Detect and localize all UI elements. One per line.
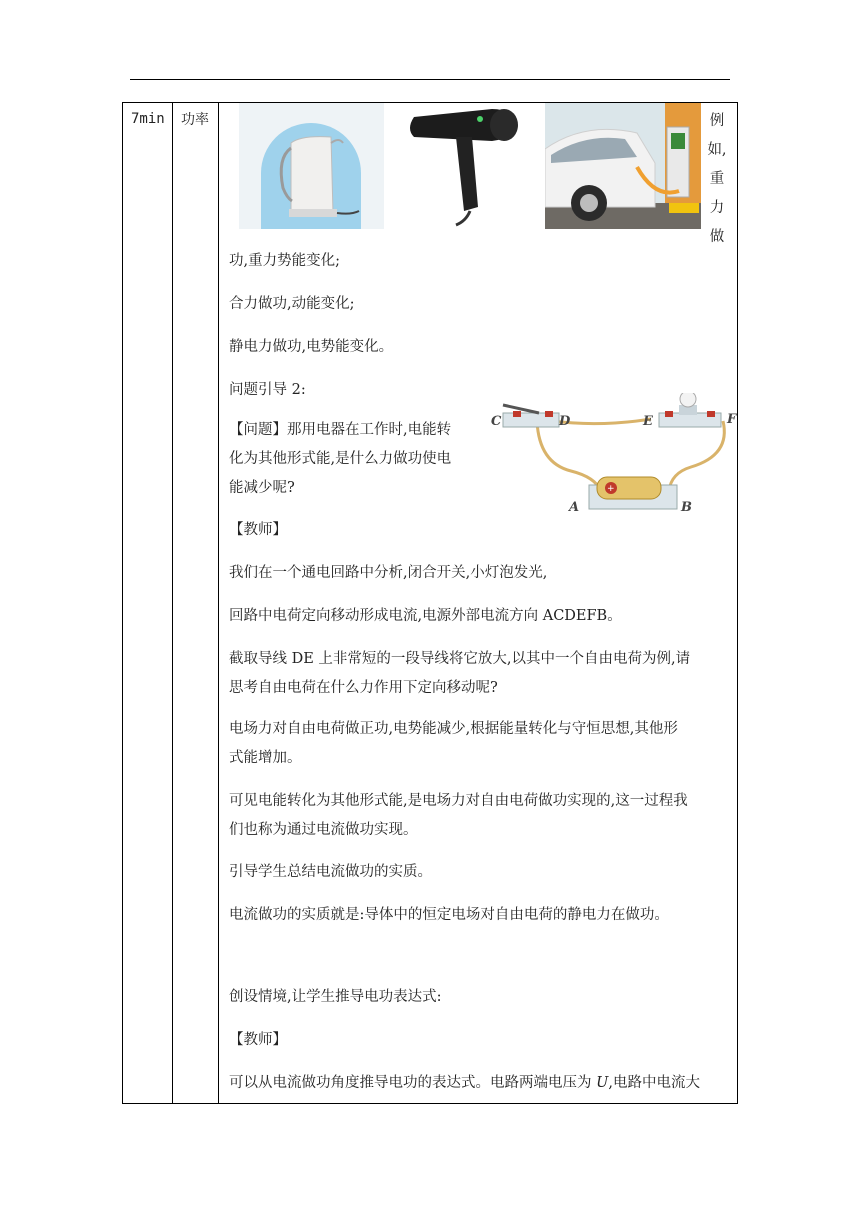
paragraph: 静电力做功,电势能变化。 [229, 339, 394, 355]
paragraph: 创设情境,让学生推导电功表达式: [229, 989, 442, 1005]
paragraph [229, 1069, 729, 1098]
side-char: 例 [709, 113, 725, 129]
paragraph: 【教师】 [229, 1032, 287, 1048]
lesson-table [122, 102, 738, 1104]
label-F: F [727, 412, 737, 427]
question-line: 化为其他形式能,是什么力做功使电 [229, 451, 452, 467]
paragraph: 电场力对自由电荷做正功,电势能减少,根据能量转化与守恒思想,其他形 [229, 721, 678, 737]
paragraph: 们也称为通过电流做功实现。 [229, 822, 418, 838]
text-span: ,电路中电流大 [608, 1075, 700, 1091]
label-C: C [491, 414, 502, 429]
label-D: D [559, 414, 571, 429]
ev-charging-image [545, 103, 701, 229]
header-rule [130, 79, 730, 80]
side-char: 如, [707, 142, 727, 158]
side-char: 力 [709, 200, 725, 216]
label-A: A [569, 500, 580, 515]
side-char: 做 [709, 229, 725, 245]
column-divider [172, 103, 173, 1103]
paragraph: 电流做功的实质就是:导体中的恒定电场对自由电荷的静电力在做功。 [229, 907, 669, 923]
label-B: B [681, 500, 692, 515]
svg-text:+: + [607, 484, 615, 494]
paragraph: 合力做功,动能变化; [229, 296, 355, 312]
paragraph: 可见电能转化为其他形式能,是电场力对自由电荷做功实现的,这一过程我 [229, 793, 688, 809]
paragraph: 思考自由电荷在什么力作用下定向移动呢? [229, 680, 498, 696]
time-cell: 7min [131, 111, 165, 127]
voltage-symbol: U [596, 1075, 609, 1091]
paragraph: 式能增加。 [229, 750, 302, 766]
side-char: 重 [709, 171, 725, 187]
paragraph: 回路中电荷定向移动形成电流,电源外部电流方向 ACDEFB。 [229, 608, 622, 624]
label-E: E [643, 414, 653, 429]
topic-cell: 功率 [181, 112, 209, 128]
wrapped-side-text [707, 107, 727, 252]
paragraph: 【教师】 [229, 522, 287, 538]
hair-dryer-image [394, 103, 539, 229]
paragraph: 问题引导 2: [229, 382, 306, 398]
paragraph: 我们在一个通电回路中分析,闭合开关,小灯泡发光, [229, 565, 548, 581]
paragraph: 功,重力势能变化; [229, 253, 340, 269]
circuit-diagram [491, 393, 749, 518]
text-span: 可以从电流做功角度推导电功的表达式。电路两端电压为 [229, 1075, 597, 1091]
question-line: 【问题】那用电器在工作时,电能转 [229, 422, 452, 438]
paragraph: 截取导线 DE 上非常短的一段导线将它放大,以其中一个自由电荷为例,请 [229, 651, 691, 667]
paragraph: 引导学生总结电流做功的实质。 [229, 864, 432, 880]
kettle-image [239, 103, 384, 229]
question-line: 能减少呢? [229, 480, 295, 496]
column-divider [218, 103, 219, 1103]
